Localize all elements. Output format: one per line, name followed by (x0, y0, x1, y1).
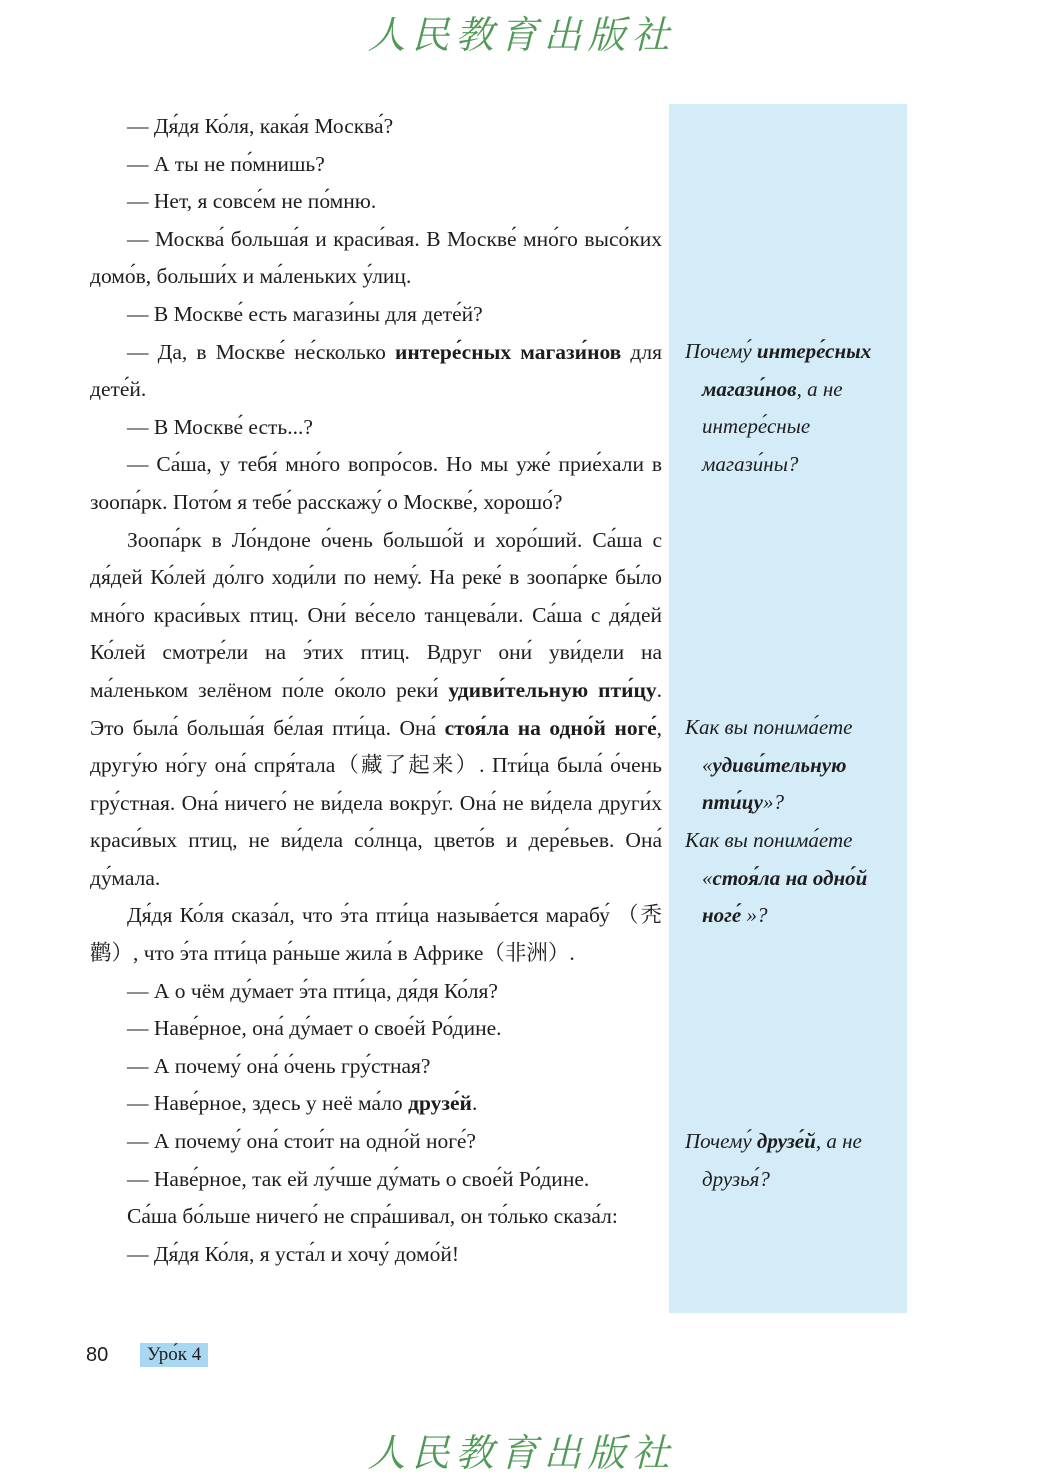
paragraph: — А о чём ду́мает э́та пти́ца, дя́дя Ко́ля? (127, 978, 498, 1003)
paragraph: — В Москве́ есть...? (127, 414, 313, 439)
highlight-phrase: друзе́й (408, 1091, 472, 1116)
lesson-label: Уро́к 4 (140, 1343, 208, 1367)
publisher-logo-bottom: 人民教育出版社 (367, 1431, 676, 1475)
page-number: 80 (86, 1344, 109, 1366)
margin-note: Почему́ интере́сных магази́нов, а не интере́сные магази́ны? (685, 339, 872, 476)
paragraph: — Москва́ больша́я и краси́вая. В Москве́ мно́го высо́ких домо́в, больши́х и ма́леньких у́лиц. (90, 226, 662, 289)
paragraph: — Дя́дя Ко́ля, я уста́л и хочу́ домо́й! (127, 1241, 460, 1266)
highlight-phrase: интере́сных магази́нов (395, 339, 622, 364)
paragraph: — А почему́ она́ о́чень гру́стная? (127, 1053, 431, 1078)
paragraph: Зоопа́рк в Ло́ндоне о́чень большо́й и хоро́ший. Са́ша с дя́дей Ко́лей до́лго ходи́ли по нему́. На реке́ в зоопа́рке бы́ло мно́го краси́вых птиц. Они́ ве́село танцева́ли. Са́ша с дя́дей Ко́лей смотре́ли на э́тих птиц. Вдруг они́ уви́дели на ма́леньком зелёном по́ле о́коло реки́ удиви́тельную пти́цу. Это была́ больша́я бе́лая пти́ца. Она́ стоя́ла на одно́й ноге́, другу́ю но́гу она́ спря́тала（藏了起来）. Пти́ца была́ о́чень гру́стная. Она́ ничего́ не ви́дела вокру́г. Она́ не ви́дела други́х краси́вых птиц, не ви́дела со́лнца, цвето́в и дере́вьев. Она́ ду́мала. (90, 527, 662, 890)
paragraph: — А почему́ она́ стои́т на одно́й ноге́? (127, 1129, 476, 1154)
paragraph: Са́ша бо́льше ничего́ не спра́шивал, он то́лько сказа́л: (127, 1204, 618, 1229)
paragraph: — Са́ша, у тебя́ мно́го вопро́сов. Но мы уже́ прие́хали в зоопа́рк. Пото́м я тебе́ расскажу́ о Москве́, хорошо́? (90, 452, 662, 514)
margin-note: Почему́ друзе́й, а не друзья́? (685, 1129, 862, 1191)
story-text (90, 108, 662, 1273)
highlight-phrase: удиви́тельную пти́цу (448, 677, 657, 702)
paragraph: — Нет, я совсе́м не по́мню. (127, 189, 377, 214)
margin-note: Как вы понима́ете «удиви́тельную пти́цу»? (685, 715, 853, 815)
paragraph: Дя́дя Ко́ля сказа́л, что э́та пти́ца называ́ется марабу́ （秃鹳）, что э́та пти́ца ра́ньше жила́ в Африке（非洲）. (90, 903, 662, 966)
paragraph: — А ты не по́мнишь? (127, 151, 325, 176)
paragraph: — Да, в Москве́ не́сколько интере́сных магази́нов для дете́й. (90, 339, 662, 402)
margin-note: Как вы понима́ете «стоя́ла на одно́й ноге́ »? (685, 828, 868, 928)
paragraph: — Наве́рное, здесь у неё ма́ло друзе́й. (127, 1091, 478, 1116)
paragraph: — Наве́рное, так ей лу́чше ду́мать о свое́й Ро́дине. (127, 1166, 590, 1191)
paragraph: — Дя́дя Ко́ля, кака́я Москва́? (127, 114, 394, 138)
publisher-logo-top: 人民教育出版社 (367, 13, 676, 57)
paragraph: — В Москве́ есть магази́ны для дете́й? (127, 301, 483, 326)
highlight-phrase: стоя́ла на одно́й ноге́ (444, 715, 657, 740)
paragraph: — Наве́рное, она́ ду́мает о свое́й Ро́дине. (127, 1016, 502, 1041)
